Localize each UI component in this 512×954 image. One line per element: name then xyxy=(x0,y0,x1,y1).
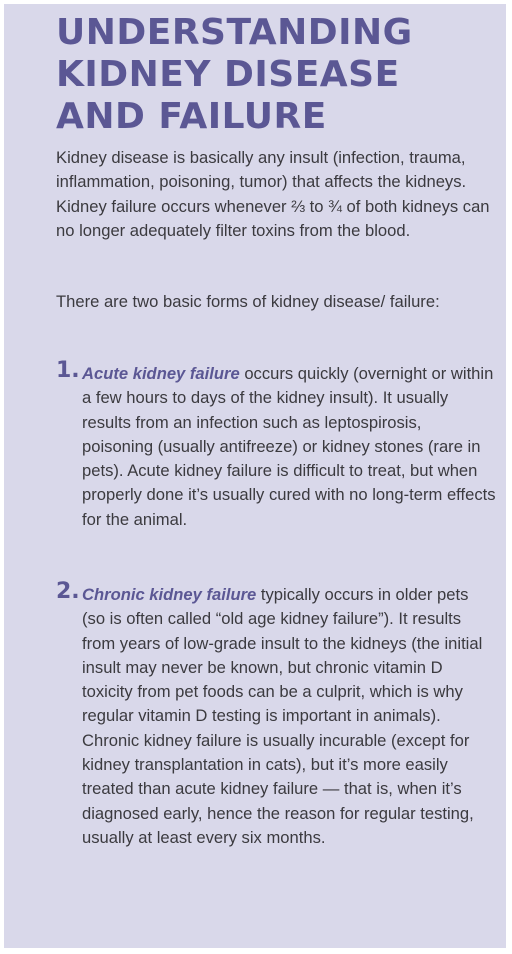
intro-paragraph: Kidney disease is basically any insult (infection, trauma, inflammation, poisoning, tumor) that affects the kidneys. Kidney failure occurs whenever ⅔ to ¾ of both kidneys can no longer adequately filter toxins from the blood. xyxy=(56,148,490,240)
forms-intro-paragraph: There are two basic forms of kidney disease/ failure: xyxy=(56,292,440,311)
article-title xyxy=(56,12,476,138)
title-line-3: AND FAILURE xyxy=(56,96,327,137)
list-item-chronic xyxy=(56,579,496,850)
item-text xyxy=(82,362,496,532)
item-description: occurs quickly (overnight or within a few hours to days of the kidney insult). It usually results from an infection such as leptospirosis, poisoning (usually antifreeze) or kidney stones (rare in pets). Acute kidney failure is difficult to treat, but when properly done it’s usually cured with no long-term effects for the animal. xyxy=(82,364,496,529)
title-line-1: UNDERSTANDING xyxy=(56,12,413,53)
item-number: 1. xyxy=(56,358,80,383)
title-line-2: KIDNEY DISEASE xyxy=(56,54,400,95)
item-number: 2. xyxy=(56,579,80,604)
list-item-acute xyxy=(56,358,496,532)
item-lead-term: Chronic kidney failure xyxy=(82,585,257,604)
item-description: typically occurs in older pets (so is often called “old age kidney failure”). It results from years of low-grade insult to the kidneys (the initial insult may never be known, but chronic vitamin D toxicity from pet foods can be a culprit, which is why regular vitamin D testing is important in animals). Chronic kidney failure is usually incurable (except for kidney transplantation in cats), but it’s more easily treated than acute kidney failure — that is, when it’s diagnosed early, hence the reason for regular testing, usually at least every six months. xyxy=(82,585,483,847)
sidebar-panel xyxy=(4,4,506,948)
item-lead-term: Acute kidney failure xyxy=(82,364,240,383)
item-text xyxy=(82,583,496,850)
